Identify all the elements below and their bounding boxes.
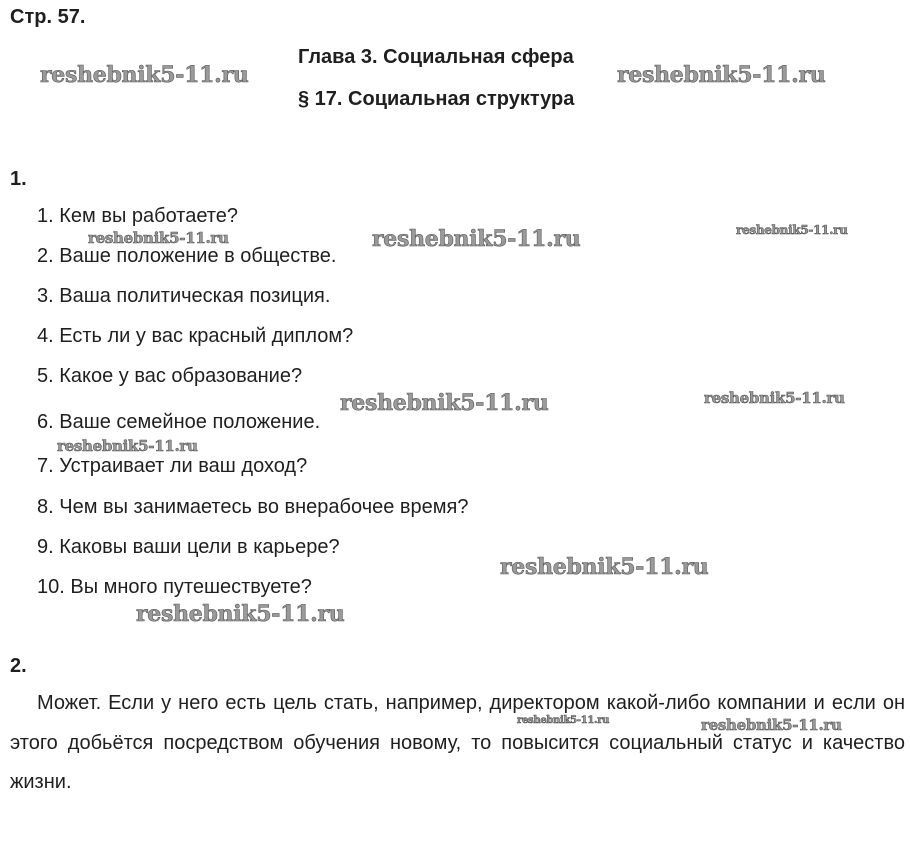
watermark: reshebnik5-11.ru: [617, 62, 826, 88]
question-item: 1. Кем вы работаете?: [37, 205, 238, 227]
question-item: 5. Какое у вас образование?: [37, 365, 303, 387]
watermark: reshebnik5-11.ru: [57, 437, 198, 455]
watermark: reshebnik5-11.ru: [136, 601, 345, 627]
question-item: 2. Ваше положение в обществе.: [37, 245, 337, 267]
section-title: § 17. Социальная структура: [298, 88, 575, 110]
question-item: 3. Ваша политическая позиция.: [37, 285, 331, 307]
watermark: reshebnik5-11.ru: [704, 389, 845, 407]
watermark: reshebnik5-11.ru: [40, 62, 249, 88]
watermark: reshebnik5-11.ru: [701, 716, 842, 734]
watermark: reshebnik5-11.ru: [517, 715, 610, 726]
watermark: reshebnik5-11.ru: [372, 226, 581, 252]
watermark: reshebnik5-11.ru: [340, 390, 549, 416]
question-item: 8. Чем вы занимаетесь во внерабочее время?: [37, 496, 469, 518]
question-item: 7. Устраивает ли ваш доход?: [37, 455, 308, 477]
watermark: reshebnik5-11.ru: [736, 223, 848, 237]
watermark: reshebnik5-11.ru: [500, 554, 709, 580]
question-item: 10. Вы много путешествуете?: [37, 576, 312, 598]
chapter-title: Глава 3. Социальная сфера: [298, 46, 574, 68]
watermark: reshebnik5-11.ru: [88, 229, 229, 247]
task-2-answer: Может. Если у него есть цель стать, например, директором какой-либо компании и если он этого добьётся посредством обучения новому, то повысится социальный статус и качество жизни.: [10, 692, 905, 793]
question-item: 6. Ваше семейное положение.: [37, 411, 321, 433]
task-2-number: 2.: [10, 655, 27, 677]
question-item: 4. Есть ли у вас красный диплом?: [37, 325, 354, 347]
question-item: 9. Каковы ваши цели в карьере?: [37, 536, 340, 558]
page-number: Стр. 57.: [10, 6, 86, 28]
task-1-number: 1.: [10, 168, 27, 190]
